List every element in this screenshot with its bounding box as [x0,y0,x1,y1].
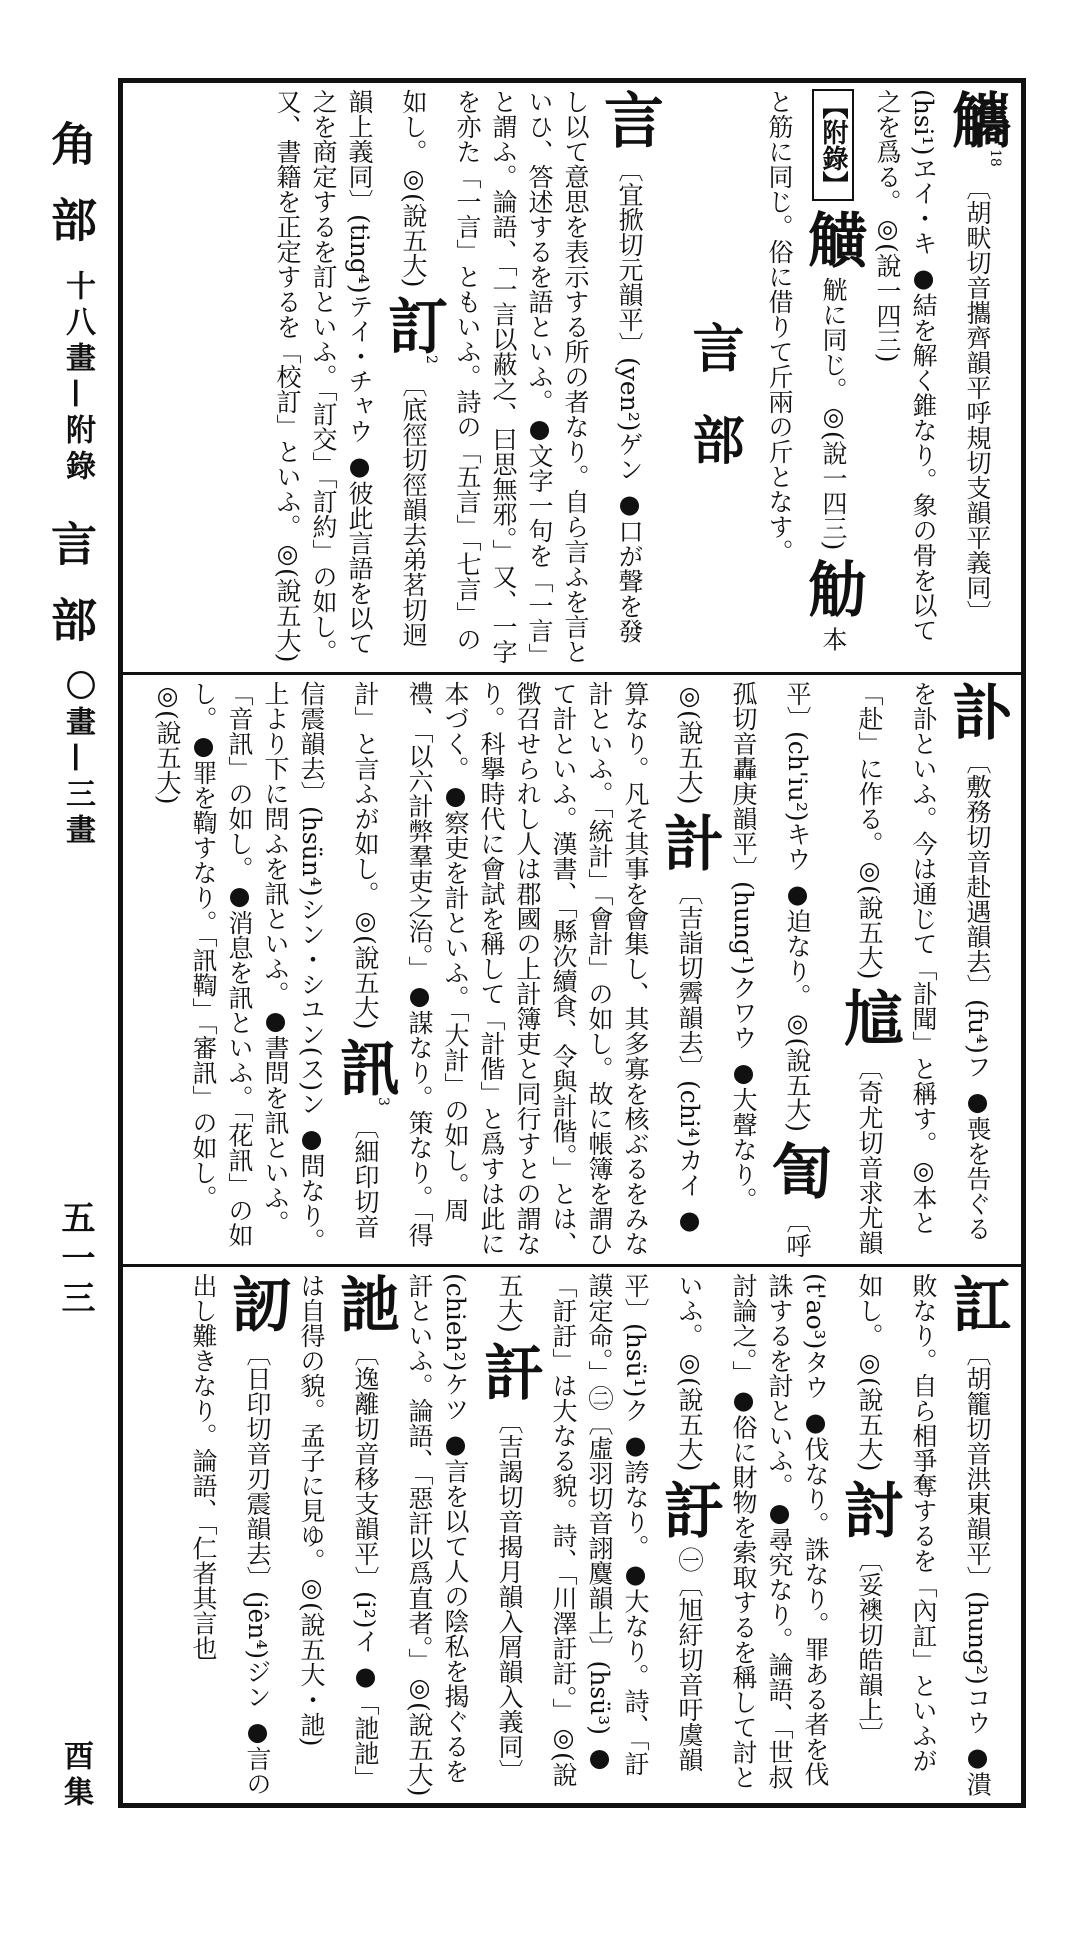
headword: 觔 [798,558,868,619]
entry-text: 〔胡籠切音洪東韻平〕(hung²)コウ ●潰敗なり。自ら相爭奪するを「內訌」といふが如し。◎(說五大) [855,1273,992,1797]
entry-text: 觥に同じ。◎(說一四三) [819,276,848,551]
entry [189,1273,292,1797]
entry-text: ㊀〔旭紆切音吁虞韻平〕(hsü¹)ク ●誇なり。●大なり。詩、「訏謨定命。」㊁〔虛羽切音詡麌韻上〕(hsü³) ●「訏訏」は大なる貌。詩、「川澤訏訏。」◎(說五大) [495,1273,704,1787]
headword: 訑 [330,1273,400,1333]
appendix-block [761,89,869,666]
entry [399,89,664,664]
headword: 計 [654,812,724,873]
margin-stroke-range-1: 十八畫—附錄 [60,270,95,486]
entry-text: 〔細印切音信震韻去〕(hsün⁴)シン・シユン(ス)ン ●問なり。上より下に問ふを訊といふ。●書問を訊といふ。「音訊」の如し。●消息を訊といふ。「花訊」の如し。●罪を鞫すなり。「訊鞫」「審訊」の如し。◎(說五大) [153,681,380,1254]
headword: 訏 [654,1479,724,1540]
entry-text: 〔奇尤切音求尤韻平〕(ch'iu²)キウ ●迫なり。◎(說五大) [783,681,884,1256]
headword: 訂 [378,295,448,356]
headword: 觿 [942,89,1012,149]
headword: 討 [834,1479,904,1540]
page-margin [40,100,130,1840]
headword: 訐 [474,1340,544,1401]
entry-text: 〔敷務切音赴遇韻去〕(fu⁴)フ ●喪を告ぐるを訃といふ。今は通じて「訃聞」と稱す。◎本と「赴」に作る。◎(說五大) [855,681,992,1241]
stroke-note: 2 [423,355,439,365]
band-middle [123,675,1021,1267]
headword: 言 [594,89,664,149]
entry-text: 〔吉詣切霽韻去〕(chi⁴)カイ ●算なり。凡そ其事を會集し、其多寡を核ぶるをみな計といふ。「統計」「會計」の如し。故に帳簿を謂ひて計といふ。漢書、「縣次續食、令與計偕。」とは、徴召せられし人は郡國の上計簿吏と同行すとの謂なり。科擧時代に會試を稱して「計偕」と爲すは此に本づく。●察吏を計といふ。「大計」の如し。周禮、「以六計弊羣吏之治。」●謀なり。策なり。「得計」と言ふが如し。◎(說五大) [351,681,704,1256]
entry-text: 〔底徑切徑韻去弟茗切迥韻上義同〕(ting⁴)テイ・チャウ ●彼此言語を以て之を商定するを訂といふ。「訂交」「訂約」の如し。又、書籍を正定するを「校訂」といふ。◎(說五大) [273,89,428,664]
band-top-text [131,89,1013,666]
band-top [123,83,1021,675]
headword: 訊 [330,1037,400,1098]
band-bottom [123,1267,1021,1803]
headword: 訄 [834,987,904,1048]
margin-radical-title: 角部 [44,120,98,272]
headword: 觵 [798,208,868,269]
stroke-note: 18 [987,149,1003,167]
entry-text: 〔逸離切音移支韻平〕(i²)イ ●「訑訑」は自得の貌。孟子に見ゆ。◎(說五大・訑) [297,1273,380,1791]
page-number: 五一三 [55,1200,95,1320]
headword: 訇 [762,1140,832,1201]
entry [297,1273,400,1791]
headword: 訒 [222,1273,292,1333]
entry [153,681,400,1254]
entry-text: 〔胡畎切音攜齊韻平呼規切支韻平義同〕(hsi¹)ヱイ・キ ●結を解く錐なり。象の骨を以て之を爲る。◎(說一四三) [873,89,992,643]
band-bottom-text [131,1273,1013,1797]
entry [405,1273,544,1797]
entry-text: 〔日印切音刃震韻去〕(jên⁴)ジン ●言の出し難きなり。論語、「仁者其言也 [189,1273,272,1797]
entry-text: 本と筋に同じ。俗に借りて斤兩の斤となす。 [765,89,848,652]
margin-stroke-range-2: 〇畫—三畫 [60,670,95,850]
band-middle-text [131,681,1013,1258]
entry-text: 〔妥襖切皓韻上〕(t'ao³)タウ ●伐なり。誅なり。罪ある者を伐誅するを討といふ。●尋究なり。論語、「世叔討論之。」●俗に財物を索取するを稱して討といふ。◎(說五大) [675,1273,884,1790]
headword: 訌 [942,1273,1012,1333]
dictionary-frame [118,78,1026,1808]
entry [873,89,1012,643]
entry-text: 〔呼孤切音轟庚韻平〕(hung¹)クワウ ●大聲なり。◎(說五大) [675,681,812,1258]
entry [351,681,724,1256]
margin-section-title: 言部 [44,520,98,672]
entry-text: 〔吉謁切音揭月韻入屑韻入義同〕(chieh²)ケツ ●言を以て人の陰私を揭ぐるを訐といふ。論語、「惡訐以爲直者。」◎(說五大) [405,1273,524,1797]
headword: 訃 [942,681,1012,741]
volume-label: 酉集 [58,1740,93,1812]
appendix-label: 【附錄】 [812,89,854,201]
section-title: 言部 [683,320,743,505]
entry-text: 〔宜掀切元韻平〕(yen²)ゲン ●口が聲を發し以て意思を表示する所の者なり。自ら言ふを言といひ、答述するを語といふ。●文字一句を「一言」と謂ふ。論語、「一言以蔽之、曰思無邪。」又、一字を亦た「一言」ともいふ。詩の「五言」「七言」の如し。◎(說五大) [399,89,644,664]
stroke-note: 3 [375,1097,391,1107]
